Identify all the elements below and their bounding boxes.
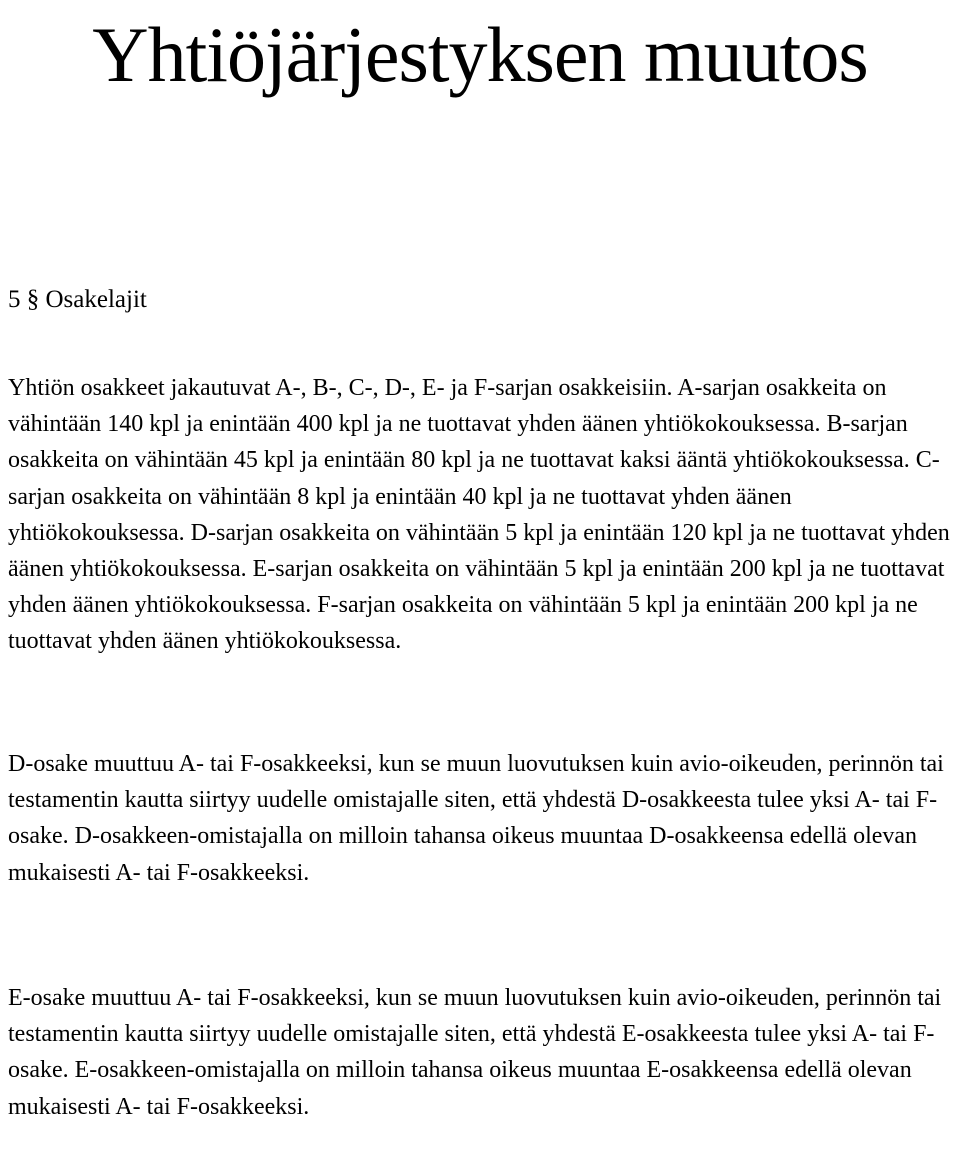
paragraph-e-share-conversion: E-osake muuttuu A- tai F-osakkeeksi, kun se muun luovutuksen kuin avio-oikeuden, perinnön tai testamentin kautta siirtyy uudelle omistajalle siten, että yhdestä E-osakkeesta tulee yksi A- tai F-osake. E-osakkeen-omistajalla on milloin tahansa oikeus muuntaa E-osakkeensa edellä olevan mukaisesti A- tai F-osakkeeksi. <box>8 985 942 1120</box>
paragraph-d-share-conversion: D-osake muuttuu A- tai F-osakkeeksi, kun se muun luovutuksen kuin avio-oikeuden, perinnön tai testamentin kautta siirtyy uudelle omistajalle siten, että yhdestä D-osakkeesta tulee yksi A- tai F-osake. D-osakkeen-omistajalla on milloin tahansa oikeus muuntaa D-osakkeensa edellä olevan mukaisesti A- tai F-osakkeeksi. <box>8 751 944 886</box>
paragraph-share-classes: Yhtiön osakkeet jakautuvat A-, B-, C-, D-, E- ja F-sarjan osakkeisiin. A-sarjan osakkeita on vähintään 140 kpl ja enintään 400 kpl ja ne tuottavat yhden äänen yhtiökokouksessa. B-sarjan osakkeita on vähintään 45 kpl ja enintään 80 kpl ja ne tuottavat kaksi ääntä yhtiökokouksessa. C-sarjan osakkeita on vähintään 8 kpl ja enintään 40 kpl ja ne tuottavat yhden äänen yhtiökokouksessa. D-sarjan osakkeita on vähintään 5 kpl ja enintään 120 kpl ja ne tuottavat yhden äänen yhtiökokouksessa. E-sarjan osakkeita on vähintään 5 kpl ja enintään 200 kpl ja ne tuottavat yhden äänen yhtiökokouksessa. F-sarjan osakkeita on vähintään 5 kpl ja enintään 200 kpl ja ne tuottavat yhden äänen yhtiökokouksessa. <box>8 375 950 655</box>
document-title: Yhtiöjärjestyksen muutos <box>92 11 868 98</box>
section-heading: 5 § Osakelajit <box>8 286 147 313</box>
